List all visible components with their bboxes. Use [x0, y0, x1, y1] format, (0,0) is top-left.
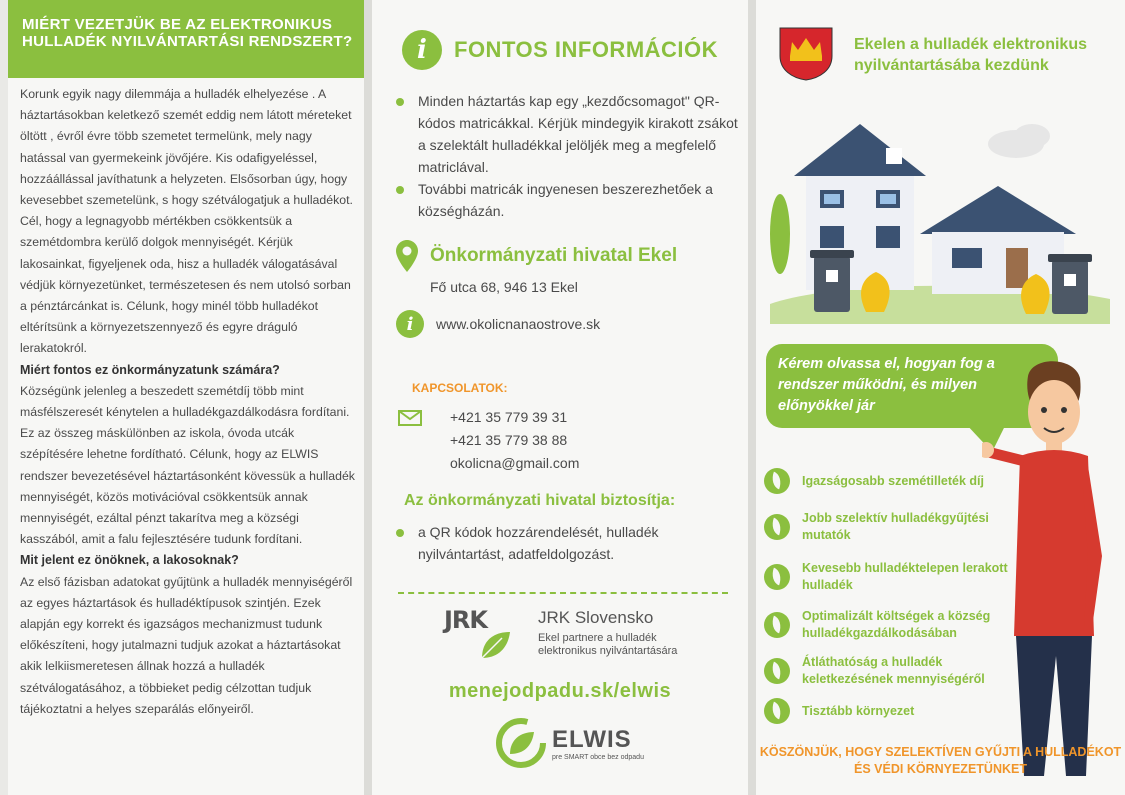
leaf-icon — [764, 514, 790, 540]
divider — [398, 592, 728, 594]
leaf-icon — [764, 658, 790, 684]
jrk-logo-text: JRK — [444, 606, 488, 634]
panel-info — [372, 0, 748, 795]
location-pin-icon — [396, 240, 418, 272]
thanks-message: KÖSZÖNJÜK, HOGY SZELEKTÍVEN GYŰJTI A HULLADÉKOT ÉS VÉDI KÖRNYEZETÜNKET — [759, 745, 1122, 776]
website-link[interactable]: www.okolicnanaostrove.sk — [436, 316, 601, 332]
elwis-logo-text: ELWIS — [552, 725, 632, 753]
why-heading: MIÉRT VEZETJÜK BE AZ ELEKTRONIKUS HULLADÉK NYILVÁNTARTÁSI RENDSZERT? — [8, 0, 364, 78]
elwis-url[interactable]: menejodpadu.sk/elwis — [448, 680, 672, 702]
speech-bubble: Kérem olvassa el, hogyan fog a rendszer működni, és milyen előnyökkel jár — [766, 344, 1058, 428]
leaf-icon — [764, 564, 790, 590]
why-paragraph-2: Az első fázisban adatokat gyűjtünk a hulladék mennyiségéről az egyes háztartások és hulladéktípusok szintjén. Ezek alapján egy korrekt és igazságos mechanizmust tudunk előkészíteni, hogy jutalmazni tudjuk azokat a háztartásokat akik lelkiismeretesen állnak hozzá a hulladék szétválogatásához, a többieket pedig célzottan tudjuk tájékoztatni a helyes szeparálás előnyeiről. — [20, 574, 353, 716]
why-paragraph-1: Községünk jelenleg a beszedett szemétdíj több mint másfélszeresét kénytelen a hulladékgazdálkodásra fordítani. Ez az összeg máskülönben az iskola, óvoda utcák szépítésére lehetne fordítható. Célunk, hogy az ELWIS rendszer bevezetésével háztartásonként kövessük a hulladék mennyiségét, közös motivációval csökkentsük annak mennyiségét, ezáltal pénzt takarítva meg a községi kasszából, amit a falu fejlesztésére tudunk fordítani. — [20, 383, 355, 547]
benefit-label: Jobb szelektív hulladékgyűjtési mutatók — [802, 511, 989, 542]
phone-2[interactable]: +421 35 779 38 88 — [450, 432, 568, 448]
benefit-label: Kevesebb hulladéktelepen lerakott hulladék — [802, 561, 1008, 592]
info-bullet-1: Minden háztartás kap egy „kezdőcsomagot" QR-kódos matricákkal. Kérjük mindegyik kirakott zsákot a szelektált hulladékkal jelöljék meg a megfelelő matriclával. — [396, 90, 740, 178]
benefit-label: Igazságosabb szemétilleték díj — [802, 473, 985, 488]
leaf-icon — [764, 698, 790, 724]
benefit-label: Átláthatóság a hulladék keletkezésének mennyiségéről — [802, 655, 985, 686]
contacts-list — [450, 406, 579, 475]
fold-line-1 — [364, 0, 372, 795]
fold-line-2 — [748, 0, 756, 795]
info-title-row — [402, 30, 718, 70]
why-subheading-1: Miért fontos ez önkormányzatunk számára? — [20, 362, 280, 377]
leaf-icon — [764, 612, 790, 638]
benefit-item-2 — [764, 510, 1012, 544]
office-title: Önkormányzati hivatal Ekel — [430, 245, 678, 266]
info-bullet-2: További matricák ingyenesen beszerezhetőek a községházán. — [396, 178, 740, 222]
benefit-item-6 — [764, 698, 1012, 724]
phone-1[interactable]: +421 35 779 39 31 — [450, 409, 568, 425]
info-icon: i — [402, 30, 442, 70]
info-title: FONTOS INFORMÁCIÓK — [454, 37, 719, 62]
elwis-logo — [496, 718, 644, 768]
panel-cover — [756, 0, 1125, 795]
benefit-label: Optimalizált költségek a község hulladékgazdálkodásában — [802, 609, 991, 640]
elwis-leaf-icon — [496, 718, 546, 768]
jrk-logo — [444, 606, 524, 662]
benefit-item-4 — [764, 608, 1012, 642]
benefit-item-5 — [764, 654, 1012, 688]
why-subheading-2: Mit jelent ez önöknek, a lakosoknak? — [20, 553, 239, 568]
cover-headline: Ekelen a hulladék elektronikus nyilvántartásába kezdünk — [854, 36, 1087, 74]
benefit-item-1 — [764, 468, 1012, 494]
office-row — [396, 240, 677, 272]
coat-of-arms-icon — [778, 26, 834, 82]
leaf-icon — [764, 468, 790, 494]
email-link[interactable]: okolicna@gmail.com — [450, 455, 580, 471]
benefit-item-3 — [764, 560, 1012, 594]
why-body — [8, 78, 364, 720]
jrk-leaf-icon — [478, 630, 512, 660]
provides-title: Az önkormányzati hivatal biztosítja: — [404, 492, 676, 509]
elwis-tagline: pre SMART obce bez odpadu — [552, 753, 644, 761]
mail-icon — [398, 410, 422, 426]
houses-illustration — [770, 114, 1110, 324]
why-intro: Korunk egyik nagy dilemmája a hulladék elhelyezése . A háztartásokban keletkező szemét eddig nem látott méreteket öltött , évről évre több szemetet termelünk, mely nagy hatással van gyermekeink jövőjére. Kis odafigyeléssel, hozzáállással javíthatunk a helyzeten. Elsősorban úgy, hogy kevesebbet szemetelünk, s hogy szétválogatjuk a hulladékot. Cél, hogy a legnagyobb mértékben csökkentsük a szemétdombra kerülő dolgok mennyiségét. Kérjük lakosainkat, figyeljenek oda, hisz a hulladék válogatásával védjük környezetünket, természetesen és nem utolsó sorban a pénztárcánkat is. Célunk, hogy minél több hulladékot eltérítsünk a környezetszennyező és egyre dráguló lerakatokról. — [20, 87, 353, 356]
jrk-name: JRK Slovensko — [538, 608, 654, 627]
benefit-label: Tisztább környezet — [802, 703, 915, 718]
contacts-label: KAPCSOLATOK: — [412, 381, 508, 395]
panel-why — [8, 0, 364, 795]
web-info-icon: i — [396, 310, 424, 338]
office-address: Fő utca 68, 946 13 Ekel — [430, 279, 578, 295]
jrk-description: Ekel partnere a hulladék elektronikus nyilvántartására — [538, 632, 678, 657]
provides-bullet: a QR kódok hozzárendelését, hulladék nyilvántartást, adatfeldolgozást. — [396, 521, 740, 565]
website-row — [396, 310, 600, 338]
